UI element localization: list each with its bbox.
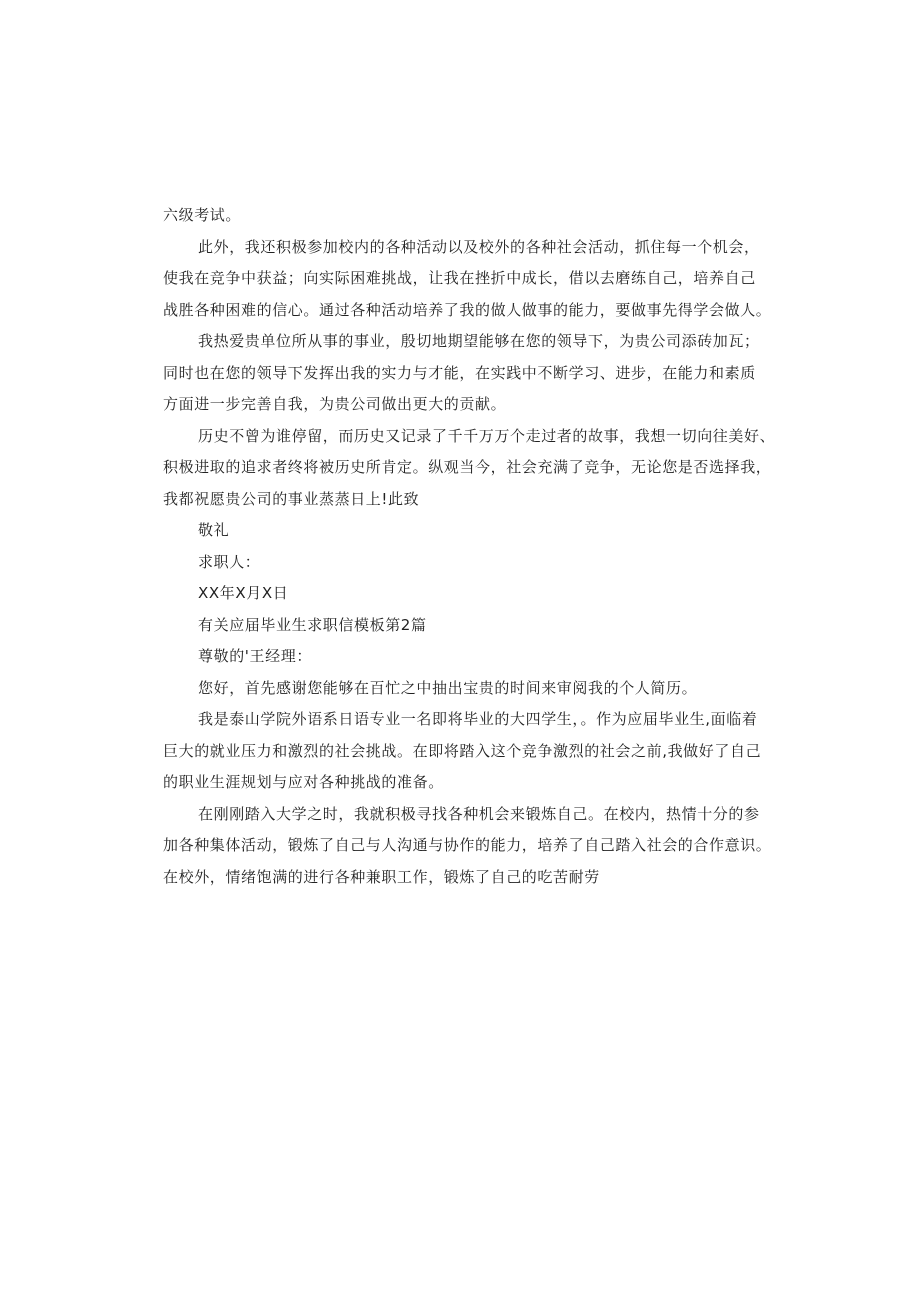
text-line: 方面进一步完善自我，为贵公司做出更大的贡献。 (163, 395, 507, 413)
text-line: 敬礼 (198, 521, 230, 539)
text-line: 使我在竞争中获益；向实际困难挑战，让我在挫折中成长，借以去磨练自己，培养自己 (163, 269, 756, 287)
text-line: 加各种集体活动，锻炼了自己与人沟通与协作的能力，培养了自己踏入社会的合作意识。 (163, 836, 772, 854)
text-line: XX年X月X日 (198, 584, 289, 602)
text-line: 战胜各种困难的信心。通过各种活动培养了我的做人做事的能力，要做事先得学会做人。 (163, 300, 772, 319)
text-line: 六级考试。 (163, 206, 242, 224)
text-line: 的职业生涯规划与应对各种挑战的准备。 (163, 773, 444, 791)
text-line: 尊敬的'王经理： (198, 647, 312, 665)
text-line: 在刚刚踏入大学之时，我就积极寻找各种机会来锻炼自己。在校内，热情十分的参 (198, 804, 760, 823)
text-line: 同时也在您的领导下发挥出我的实力与才能，在实践中不断学习、进步，在能力和素质 (163, 363, 756, 382)
text-line: 巨大的就业压力和激烈的社会挑战。在即将踏入这个竞争激烈的社会之前,我做好了自己 (163, 741, 762, 760)
text-line: 此外，我还积极参加校内的各种活动以及校外的各种社会活动，抓住每一个机会， (198, 237, 760, 256)
text-line: 在校外，情绪饱满的进行各种兼职工作，锻炼了自己的吃苦耐劳 (163, 867, 600, 886)
text-line: 历史不曾为谁停留，而历史又记录了千千万万个走过者的故事，我想一切向往美好、 (198, 426, 776, 445)
text-line: 求职人： (198, 552, 261, 571)
text-line: 我热爱贵单位所从事的事业，殷切地期望能够在您的领导下，为贵公司添砖加瓦； (198, 332, 760, 350)
text-line: 有关应届毕业生求职信模板第2篇 (198, 615, 427, 634)
text-line: 积极进取的追求者终将被历史所肯定。纵观当今，社会充满了竞争，无论您是否选择我， (163, 458, 772, 476)
text-line: 我都祝愿贵公司的事业蒸蒸日上!此致 (163, 489, 420, 508)
text-line: 我是泰山学院外语系日语专业一名即将毕业的大四学生，。作为应届毕业生,面临着 (198, 710, 758, 728)
document-body (163, 200, 776, 893)
text-line: 您好，首先感谢您能够在百忙之中抽出宝贵的时间来审阅我的个人简历。 (198, 678, 698, 697)
